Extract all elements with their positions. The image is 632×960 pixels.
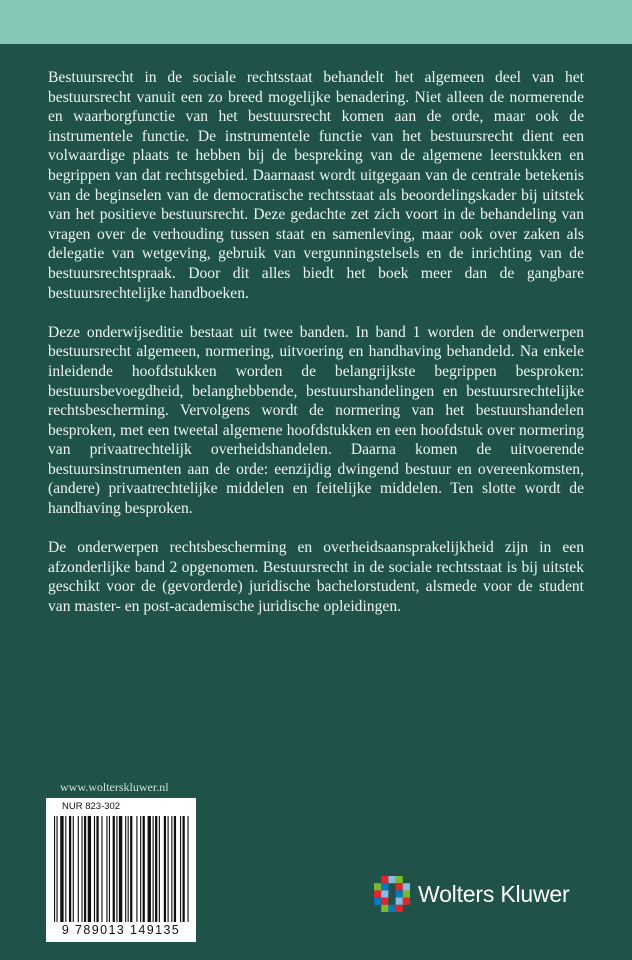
back-cover-text xyxy=(48,68,584,636)
paragraph-2: Deze onderwijseditie bestaat uit twee banden. In band 1 worden de onderwerpen bestuursrecht algemeen, normering, uitvoering en handhaving behandeld. Na enkele inleidende hoofdstukken worden de belangrijkste begrippen besproken: bestuursbevoegdheid, belanghebbende, bestuurshandelingen en bestuursrechtelijke rechtsbescherming. Vervolgens wordt de normering van het bestuurshandelen besproken, met een tweetal algemene hoofdstukken en een hoofdstuk over normering van privaatrechtelijk overheidshandelen. Daarna komen de uitvoerende bestuursinstrumenten aan de orde: eenzijdig dwingend bestuur en overeenkomsten, (andere) privaatrechtelijke middelen en feitelijke middelen. Ten slotte wordt de handhaving besproken. xyxy=(48,323,584,518)
publisher-name: Wolters Kluwer xyxy=(418,881,570,907)
top-color-band xyxy=(0,0,632,44)
barcode-bars xyxy=(54,816,190,922)
wolters-kluwer-mosaic-icon xyxy=(374,876,410,912)
paragraph-1: Bestuursrecht in de sociale rechtsstaat behandelt het algemeen deel van het bestuursrecht vanuit een zo breed mogelijke benadering. Niet alleen de normerende en waarborgfunctie van het bestuursrecht komen aan de orde, maar ook de instrumentele functie. De instrumentele functie van het bestuursrecht dient een volwaardige plaats te hebben bij de bespreking van de algemene leerstukken en begrippen van dat rechtsgebied. Daarnaast wordt uitgegaan van de centrale betekenis van de beginselen van de democratische rechtsstaat als beoordelingskader bij uitstek van het positieve bestuursrecht. Deze gedachte zet zich voort in de behandeling van vragen over de verhouding tussen staat en samenleving, maar ook over zaken als delegatie van wetgeving, gebruik van vergunningstelsels en de inrichting van de bestuursrechtspraak. Door dit alles biedt het boek meer dan de gangbare bestuursrechtelijke handboeken. xyxy=(48,69,584,302)
publisher-logo xyxy=(374,872,604,916)
publisher-website: www.wolterskluwer.nl xyxy=(60,780,169,794)
paragraph-3: De onderwerpen rechtsbescherming en overheidsaansprakelijkheid zijn in een afzonderlijke band 2 opgenomen. Bestuursrecht in de sociale rechtsstaat is bij uitstek geschikt voor de (gevorderde) juridische bachelorstudent, alsmede voor de student van master- en post-academische juridische opleidingen. xyxy=(48,539,584,616)
isbn-number: 9 789013 149135 xyxy=(61,923,181,937)
barcode-label xyxy=(46,798,196,942)
nur-code: NUR 823-302 xyxy=(62,801,121,812)
